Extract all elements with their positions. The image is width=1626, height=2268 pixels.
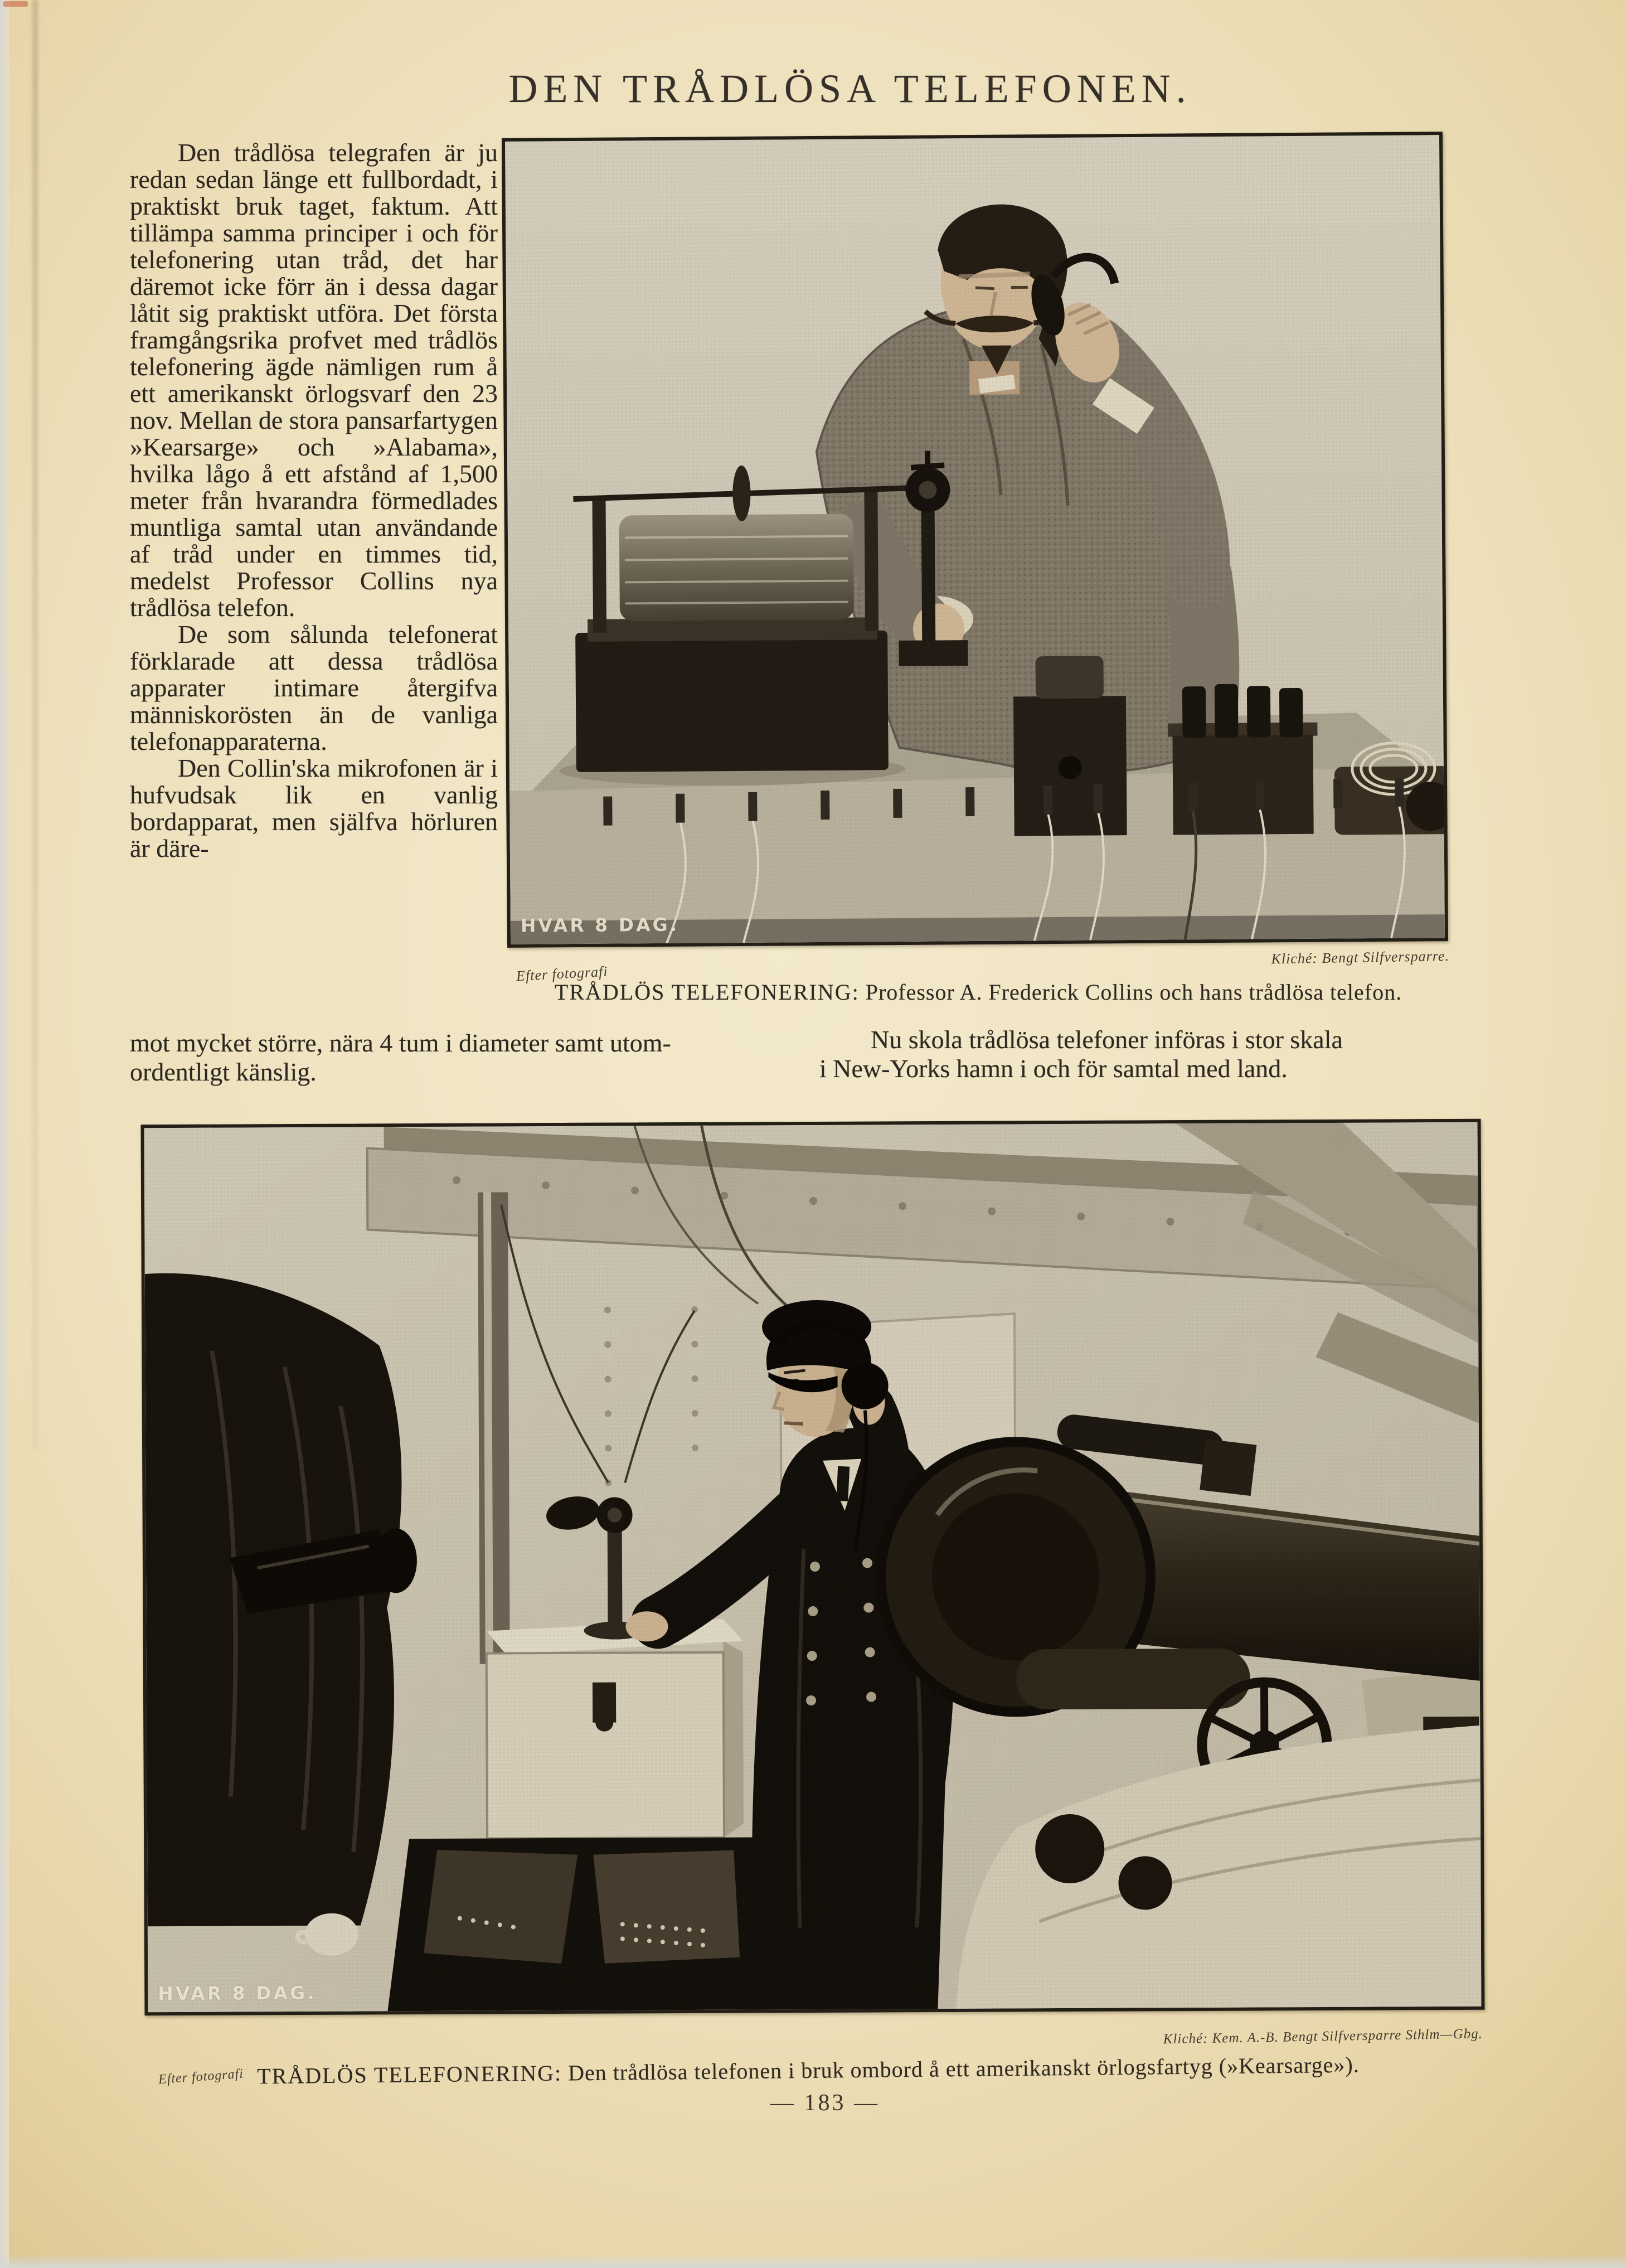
- page-number: — 183 —: [770, 2090, 880, 2116]
- collins-photo-illustration: [505, 135, 1445, 944]
- article-paragraph-2: De som sålunda telefonerat förklarade att dessa trådlösa apparater intimare återgifva människorösten än de vanliga telefonapparaterna.: [130, 620, 498, 755]
- collins-credit-photographer: Efter fotografi: [516, 963, 609, 985]
- photo-watermark: HVAR 8 DAG.: [520, 913, 679, 937]
- scan-edge-bottom: [0, 2255, 1626, 2268]
- collins-credit-cliche: Kliché: Bengt Silfversparre.: [1271, 947, 1450, 967]
- kearsarge-credit-photographer: Efter fotografi: [158, 2066, 244, 2087]
- article-wide-line: mot mycket större, nära 4 tum i diameter samt utom-: [130, 1029, 671, 1057]
- article-paragraph-1: Den trådlösa telegrafen är ju redan sedan länge ett fullbordadt, i praktiskt bruk taget, faktum. Att tillämpa samma principer i och för telefonering utan tråd, det har däremot icke förr än i dessa dagar låtit sig praktiskt utföra. Det första framgångsrika profvet med trådlös telefonering ägde nämligen rum å ett amerikanskt örlogsvarf den 23 nov. Mellan de stora pansarfartygen »Kearsarge» och »Alabama», hvilka lågo å ett afstånd af 1,500 meter från hvarandra förmedlades muntliga samtal utan användande af tråd under en timmes tid, medelst Professor Collins nya trådlösa telefon.: [130, 138, 498, 622]
- photo-watermark: HVAR 8 DAG.: [158, 1981, 317, 2005]
- photo-kearsarge: [141, 1119, 1485, 2015]
- collins-caption: [504, 979, 1452, 1005]
- kearsarge-credit-cliche: Kliché: Kem. A.-B. Bengt Silfversparre Sthlm—Gbg.: [1163, 2026, 1483, 2047]
- collins-caption-prefix: TRÅDLÖS TELEFONERING:: [554, 980, 860, 1005]
- paper-crease: [32, 0, 38, 1450]
- page-title: DEN TRÅDLÖSA TELEFONEN.: [508, 66, 1192, 111]
- article-left-column: [130, 139, 498, 862]
- collins-caption-text: Professor A. Frederick Collins och hans trådlösa telefon.: [865, 980, 1402, 1005]
- kearsarge-caption: [167, 2051, 1449, 2090]
- scan-corner-mark: [3, 1, 28, 7]
- photo-collins: [502, 132, 1448, 948]
- kearsarge-photo-illustration: [144, 1122, 1482, 2012]
- article-right-line-1: Nu skola trådlösa telefoner införas i stor skala: [871, 1025, 1343, 1054]
- kearsarge-caption-text: Den trådlösa telefonen i bruk ombord å ett amerikanskt örlogsfartyg (»Kearsarge»).: [567, 2052, 1360, 2086]
- article-wide-line-2: ordentligt känslig.: [130, 1058, 317, 1086]
- article-paragraph-3: Den Collin'ska mikrofonen är i hufvudsak lik en vanlig bordapparat, men själfva hörluren är däre-: [130, 754, 498, 862]
- scan-edge-left: [0, 0, 9, 2268]
- article-right-line-2: i New-Yorks hamn i och för samtal med land.: [819, 1054, 1288, 1083]
- kearsarge-caption-prefix: TRÅDLÖS TELEFONERING:: [257, 2060, 562, 2089]
